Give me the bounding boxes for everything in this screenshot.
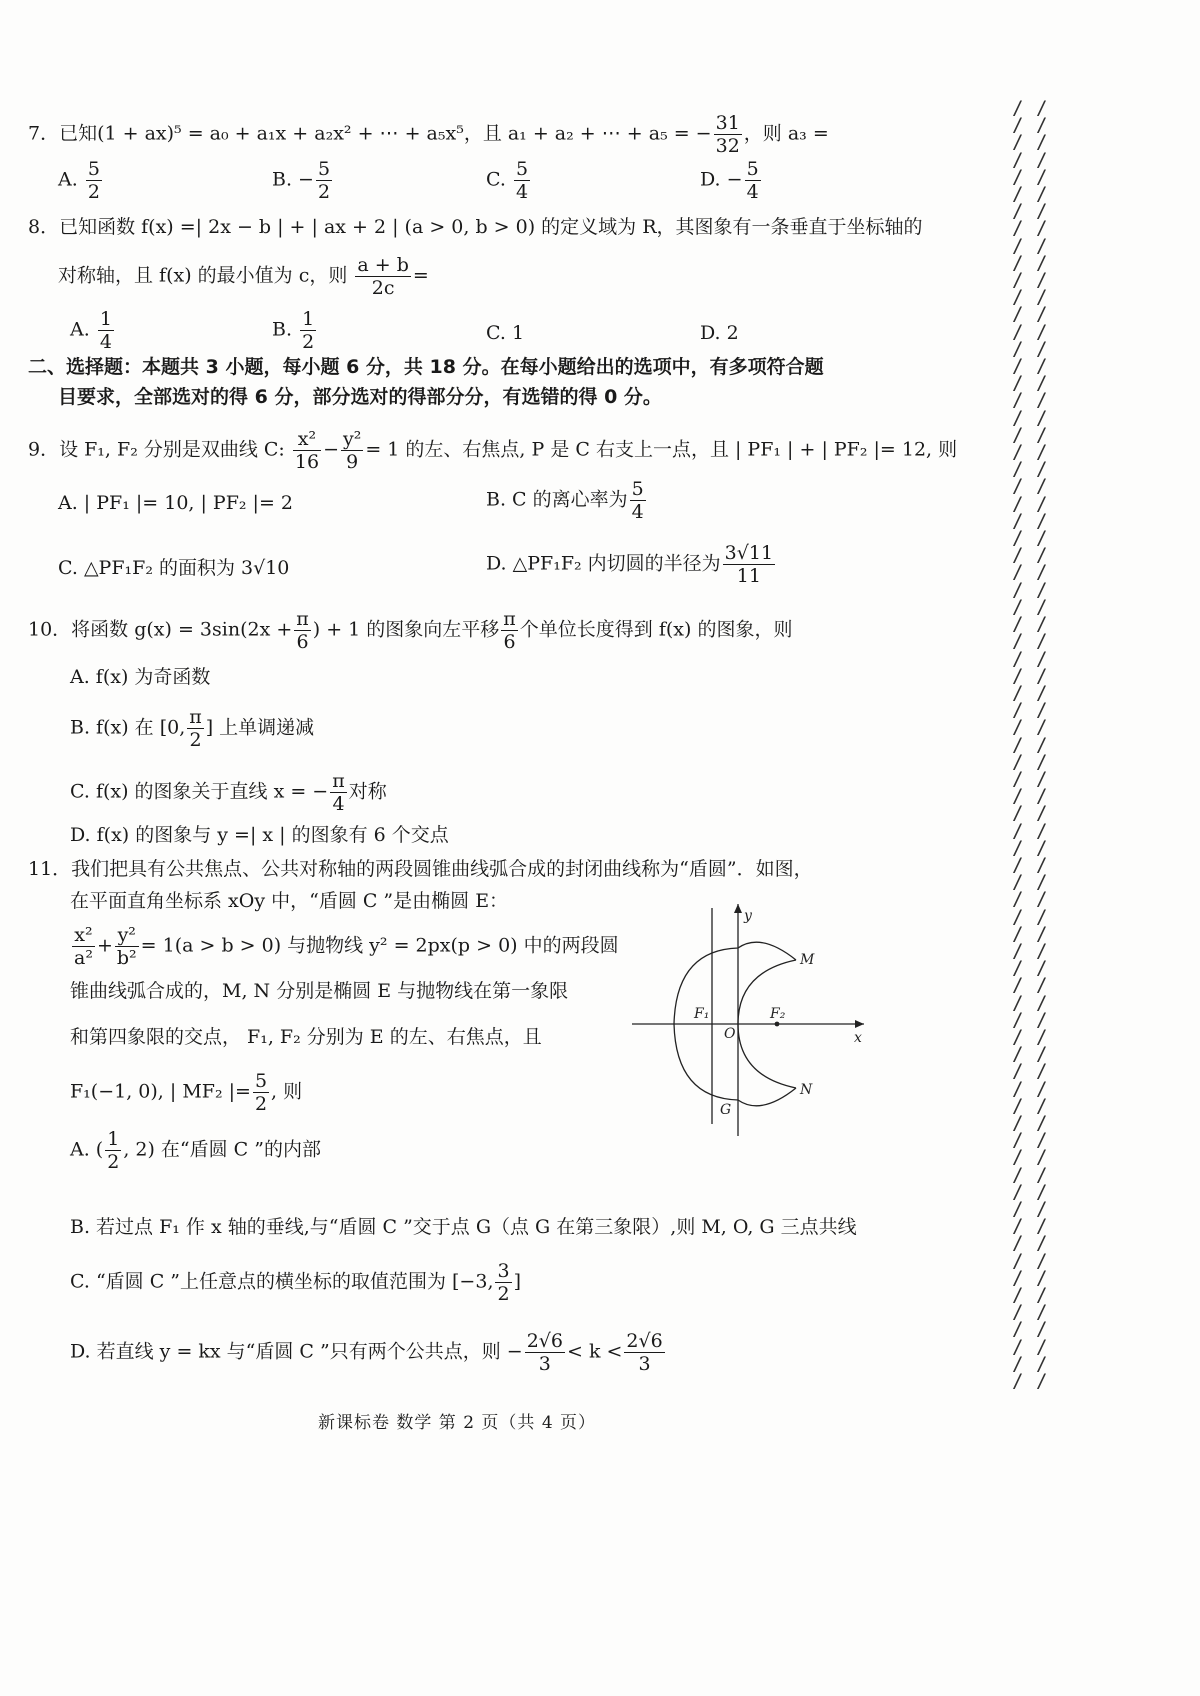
- section-2-heading-line-2: 目要求，全部选对的得 6 分，部分选对的得部分分，有选错的得 0 分。: [58, 386, 662, 408]
- q7-option-a[interactable]: A. $\frac{5}{2}$: [58, 158, 100, 203]
- q11-option-a[interactable]: A. ( $\frac{1}{2}$ , 2) 在“盾圆 C ”的内部: [70, 1128, 321, 1173]
- q9-option-c[interactable]: C. △PF₁F₂ 的面积为 3√10: [58, 557, 290, 579]
- label-m: M: [800, 952, 815, 968]
- question-11-line-6: F₁(−1, 0), | MF₂ |= $\frac{5}{2}$ , 则: [70, 1070, 303, 1115]
- question-11-line-3: $\frac{\text{x²}}{\text{a²}}$ + $\frac{\text{y²}}{\text{b²}}$ = 1(a > b > 0) 与抛物线 y² = 2px(p > 0) 中的两段圆: [74, 924, 619, 969]
- q11-option-d[interactable]: D. 若直线 y = kx 与“盾圆 C ”只有两个公共点，则 − $\frac{2√6}{3}$ < k < $\frac{2√6}{3}$: [70, 1330, 663, 1375]
- q8-option-c[interactable]: C. 1: [486, 322, 525, 344]
- question-9-stem: 9．设 F₁, F₂ 分别是双曲线 C: $\frac{\text{x²}}{16}$ − $\frac{\text{y²}}{9}$ = 1 的左、右焦点, P 是 C 右支上一点，且 | PF₁ | + | PF₂ |= 12, 则: [28, 428, 958, 473]
- label-o: O: [724, 1026, 736, 1042]
- question-11-line-5: 和第四象限的交点， F₁, F₂ 分别为 E 的左、右焦点，且: [70, 1026, 542, 1048]
- q10-option-c[interactable]: C. f(x) 的图象关于直线 x = − $\frac{\pi}{4}$ 对称: [70, 770, 387, 815]
- binding-margin-marks-2: / / / / / / / / / / / / / / / / / / / / / / / / / / / / / / / / / / / / / / / / / / / / / / / / / / / / / / / / / / / / / / / / / / / / / / / / / / /: [1036, 100, 1048, 1390]
- q8-option-a[interactable]: A. $\frac{1}{4}$: [70, 308, 112, 353]
- q9-option-b[interactable]: B. C 的离心率为 $\frac{5}{4}$: [486, 478, 644, 523]
- label-f2: F₂: [770, 1006, 786, 1022]
- q7-option-b[interactable]: B. − $\frac{5}{2}$: [272, 158, 331, 203]
- q9-option-d[interactable]: D. △PF₁F₂ 内切圆的半径为 $\frac{3√11}{11}$: [486, 542, 774, 587]
- y-axis-arrow-icon: [734, 904, 742, 913]
- q7-option-d[interactable]: D. − $\frac{5}{4}$: [700, 158, 759, 203]
- x-axis-arrow-icon: [855, 1020, 864, 1028]
- binding-margin-marks: / / / / / / / / / / / / / / / / / / / / / / / / / / / / / / / / / / / / / / / / / / / / / / / / / / / / / / / / / / / / / / / / / / / / / / / / / / /: [1012, 100, 1024, 1390]
- question-11-line-1: 11．我们把具有公共焦点、公共对称轴的两段圆锥曲线弧合成的封闭曲线称为“盾圆”．如图，: [28, 858, 813, 880]
- label-g: G: [720, 1102, 732, 1118]
- section-2-heading-line-1: 二、选择题：本题共 3 小题，每小题 6 分，共 18 分。在每小题给出的选项中，有多项符合题: [28, 356, 824, 378]
- q9-option-a[interactable]: A. | PF₁ |= 10, | PF₂ |= 2: [58, 492, 293, 514]
- question-10-stem: 10．将函数 g(x) = 3sin(2x + $\frac{\pi}{6}$ ) + 1 的图象向左平移 $\frac{\pi}{6}$ 个单位长度得到 f(x) 的图象，则: [28, 608, 793, 653]
- q10-option-a[interactable]: A. f(x) 为奇函数: [70, 666, 211, 688]
- q10-option-b[interactable]: B. f(x) 在 [0, $\frac{\pi}{2}$ ] 上单调递减: [70, 706, 315, 751]
- page-footer: 新课标卷 数学 第 2 页（共 4 页）: [318, 1413, 597, 1433]
- q7-option-c[interactable]: C. $\frac{5}{4}$: [486, 158, 529, 203]
- q11-option-c[interactable]: C. “盾圆 C ”上任意点的横坐标的取值范围为 [−3, $\frac{3}{2}$ ]: [70, 1260, 521, 1305]
- label-f1: F₁: [694, 1006, 710, 1022]
- shield-circle-figure: [628, 900, 868, 1140]
- label-y: y: [744, 908, 752, 924]
- f2-point: [775, 1022, 780, 1027]
- question-7-stem: 7．已知(1 + ax)⁵ = a₀ + a₁x + a₂x² + ⋯ + a₅x⁵，且 a₁ + a₂ + ⋯ + a₅ = − $\frac{31}{32}$ ，则 a₃ =: [28, 112, 829, 157]
- q10-option-d[interactable]: D. f(x) 的图象与 y =| x | 的图象有 6 个交点: [70, 824, 449, 846]
- label-x: x: [854, 1030, 862, 1046]
- q8-option-b[interactable]: B. $\frac{1}{2}$: [272, 308, 315, 353]
- question-8-line-2: 对称轴，且 f(x) 的最小值为 c，则 $\frac{a + b}{2c}$ =: [58, 254, 429, 299]
- question-11-line-4: 锥曲线弧合成的，M, N 分别是椭圆 E 与抛物线在第一象限: [70, 980, 569, 1002]
- label-n: N: [800, 1082, 813, 1098]
- question-11-line-2: 在平面直角坐标系 xOy 中，“盾圆 C ”是由椭圆 E：: [70, 890, 509, 912]
- q8-option-d[interactable]: D. 2: [700, 322, 739, 344]
- q11-option-b[interactable]: B. 若过点 F₁ 作 x 轴的垂线,与“盾圆 C ”交于点 G（点 G 在第三象限）,则 M, O, G 三点共线: [70, 1216, 857, 1238]
- question-8-line-1: 8．已知函数 f(x) =| 2x − b | + | ax + 2 | (a > 0, b > 0) 的定义域为 R，其图象有一条垂直于坐标轴的: [28, 216, 923, 238]
